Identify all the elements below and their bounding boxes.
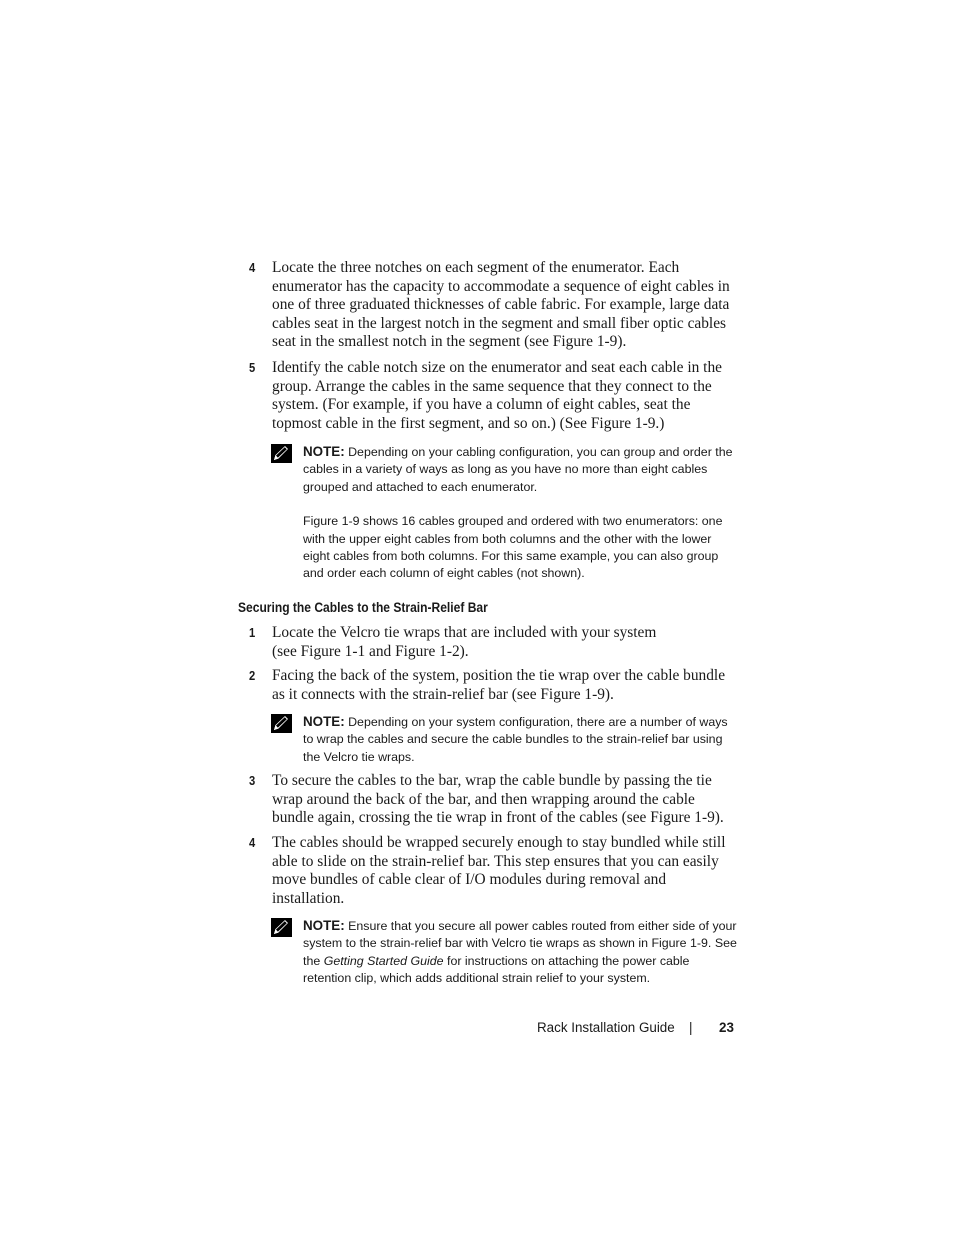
step-number: 5 — [249, 360, 256, 375]
step-text: The cables should be wrapped securely enough to stay bundled while still able to slide on the strain-relief bar. This step ensures that you can easily move bundles of cable clear of I/O modules during removal and installation. — [272, 834, 726, 907]
step-number: 4 — [249, 835, 256, 850]
step-text: Locate the three notches on each segment of the enumerator. Each enumerator has the capacity to accommodate a sequence of eight cables in one of three graduated thicknesses of cable fabric. For example, large data cables seat in the largest notch in the segment and small fiber optic cables seat in the smallest notch in the segment (see Figure 1-9). — [272, 259, 730, 351]
step-text: Locate the Velcro tie wraps that are included with your system (see Figure 1-1 and Figure 1-2). — [272, 624, 657, 660]
note-text-continued: for instructions on attaching the power cable retention clip, which adds additional strain relief to your system. — [303, 953, 690, 986]
step-text: Identify the cable notch size on the enumerator and seat each cable in the group. Arrange the cables in the same sequence that they connect to the system. (For example, if you have a column of eight cables, seat the topmost cable in the first segment, and so on.) (See Figure 1-9.) — [272, 359, 722, 432]
step-number: 3 — [249, 773, 256, 788]
section-heading: Securing the Cables to the Strain-Relief Bar — [238, 600, 488, 615]
footer-title: Rack Installation Guide — [537, 1020, 675, 1035]
step-number: 4 — [249, 260, 256, 275]
pencil-note-icon — [271, 918, 292, 937]
step-text: Facing the back of the system, position the tie wrap over the cable bundle as it connects with the strain-relief bar (see Figure 1-9). — [272, 667, 726, 703]
note-label: NOTE: — [303, 918, 345, 933]
pencil-note-icon — [271, 444, 292, 463]
page-number: 23 — [719, 1020, 734, 1035]
note-text: Depending on your system configuration, there are a number of ways to wrap the cables and secure the cable bundles to the strain-relief bar using the Velcro tie wraps. — [303, 715, 728, 764]
note-text: Depending on your cabling configuration, you can group and order the cables in a variety of ways as long as you have no more than eight cables grouped and attached to each enumerator. — [303, 445, 733, 494]
guide-title: Getting Started Guide — [323, 953, 444, 968]
step-text: To secure the cables to the bar, wrap the cable bundle by passing the tie wrap around the back of the bar, and then wrapping around the cable bundle again, crossing the tie wrap in front of the cables (see Figure 1-9). — [272, 772, 724, 827]
note-text: Ensure that you secure all power cables routed from either side of your system to the strain-relief bar with Velcro tie wraps as shown in Figure 1-9. See the — [303, 919, 737, 968]
footer-separator: | — [689, 1020, 693, 1035]
step-number: 1 — [249, 625, 256, 640]
step-number: 2 — [249, 668, 256, 683]
note-label: NOTE: — [303, 444, 345, 459]
pencil-note-icon — [271, 714, 292, 733]
note-label: NOTE: — [303, 714, 345, 729]
note-paragraph: Figure 1-9 shows 16 cables grouped and ordered with two enumerators: one with the upper eight cables from both columns and the other with the lower eight cables from both columns. For this same example, you can also group and order each column of eight cables (not shown). — [303, 514, 723, 581]
